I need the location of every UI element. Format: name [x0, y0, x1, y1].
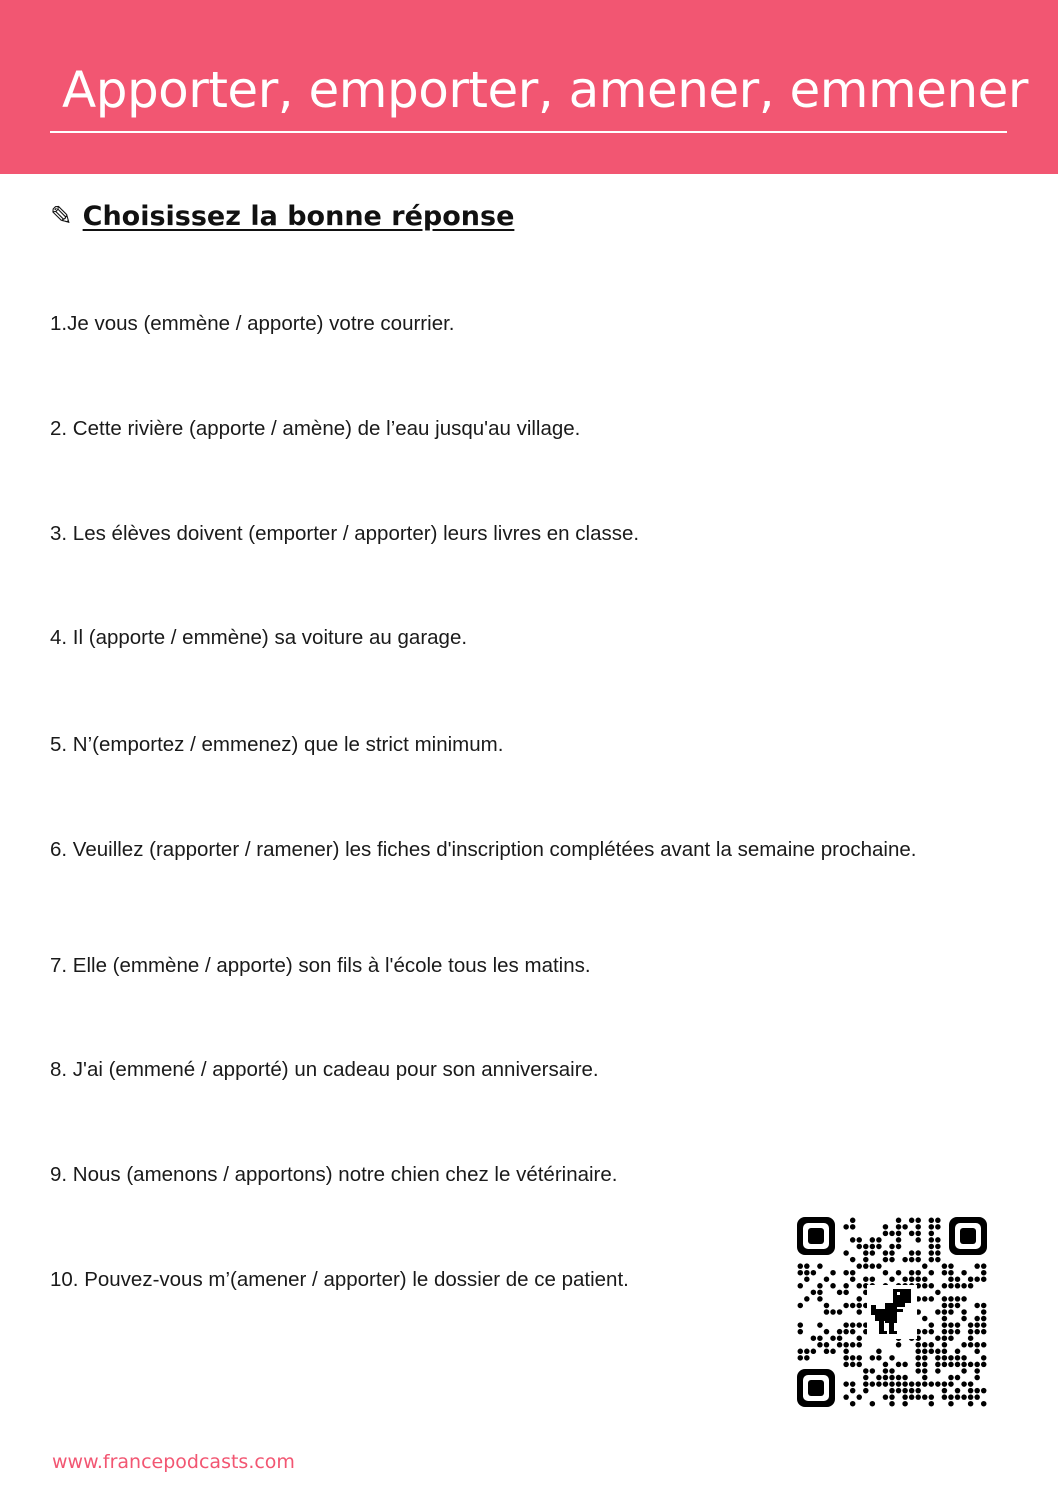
question-8: 8. J'ai (emmené / apporté) un cadeau pour son anniversaire.	[50, 1058, 599, 1081]
header-divider	[50, 131, 1007, 133]
instruction-text: Choisissez la bonne réponse	[82, 201, 515, 232]
question-6: 6. Veuillez (rapporter / ramener) les fiches d'inscription complétées avant la semaine prochaine.	[50, 838, 917, 861]
page-title: Apporter, emporter, amener, emmener	[62, 61, 1028, 119]
dinosaur-icon	[867, 1285, 917, 1339]
question-1: 1.Je vous (emmène / apporte) votre courrier.	[50, 312, 455, 335]
exercise-instruction	[50, 198, 514, 236]
question-9: 9. Nous (amenons / apportons) notre chien chez le vétérinaire.	[50, 1163, 618, 1186]
question-2: 2. Cette rivière (apporte / amène) de l’eau jusqu'au village.	[50, 417, 581, 440]
footer-website-link[interactable]: www.francepodcasts.com	[52, 1451, 295, 1473]
question-10: 10. Pouvez-vous m’(amener / apporter) le dossier de ce patient.	[50, 1268, 629, 1291]
question-5: 5. N’(emportez / emmenez) que le strict minimum.	[50, 733, 504, 756]
question-3: 3. Les élèves doivent (emporter / apporter) leurs livres en classe.	[50, 522, 640, 545]
question-7: 7. Elle (emmène / apporte) son fils à l'école tous les matins.	[50, 954, 591, 977]
question-4: 4. Il (apporte / emmène) sa voiture au garage.	[50, 626, 468, 649]
header-banner	[0, 0, 1058, 174]
pencil-icon: ✎	[50, 201, 73, 232]
qr-code[interactable]	[797, 1217, 987, 1407]
